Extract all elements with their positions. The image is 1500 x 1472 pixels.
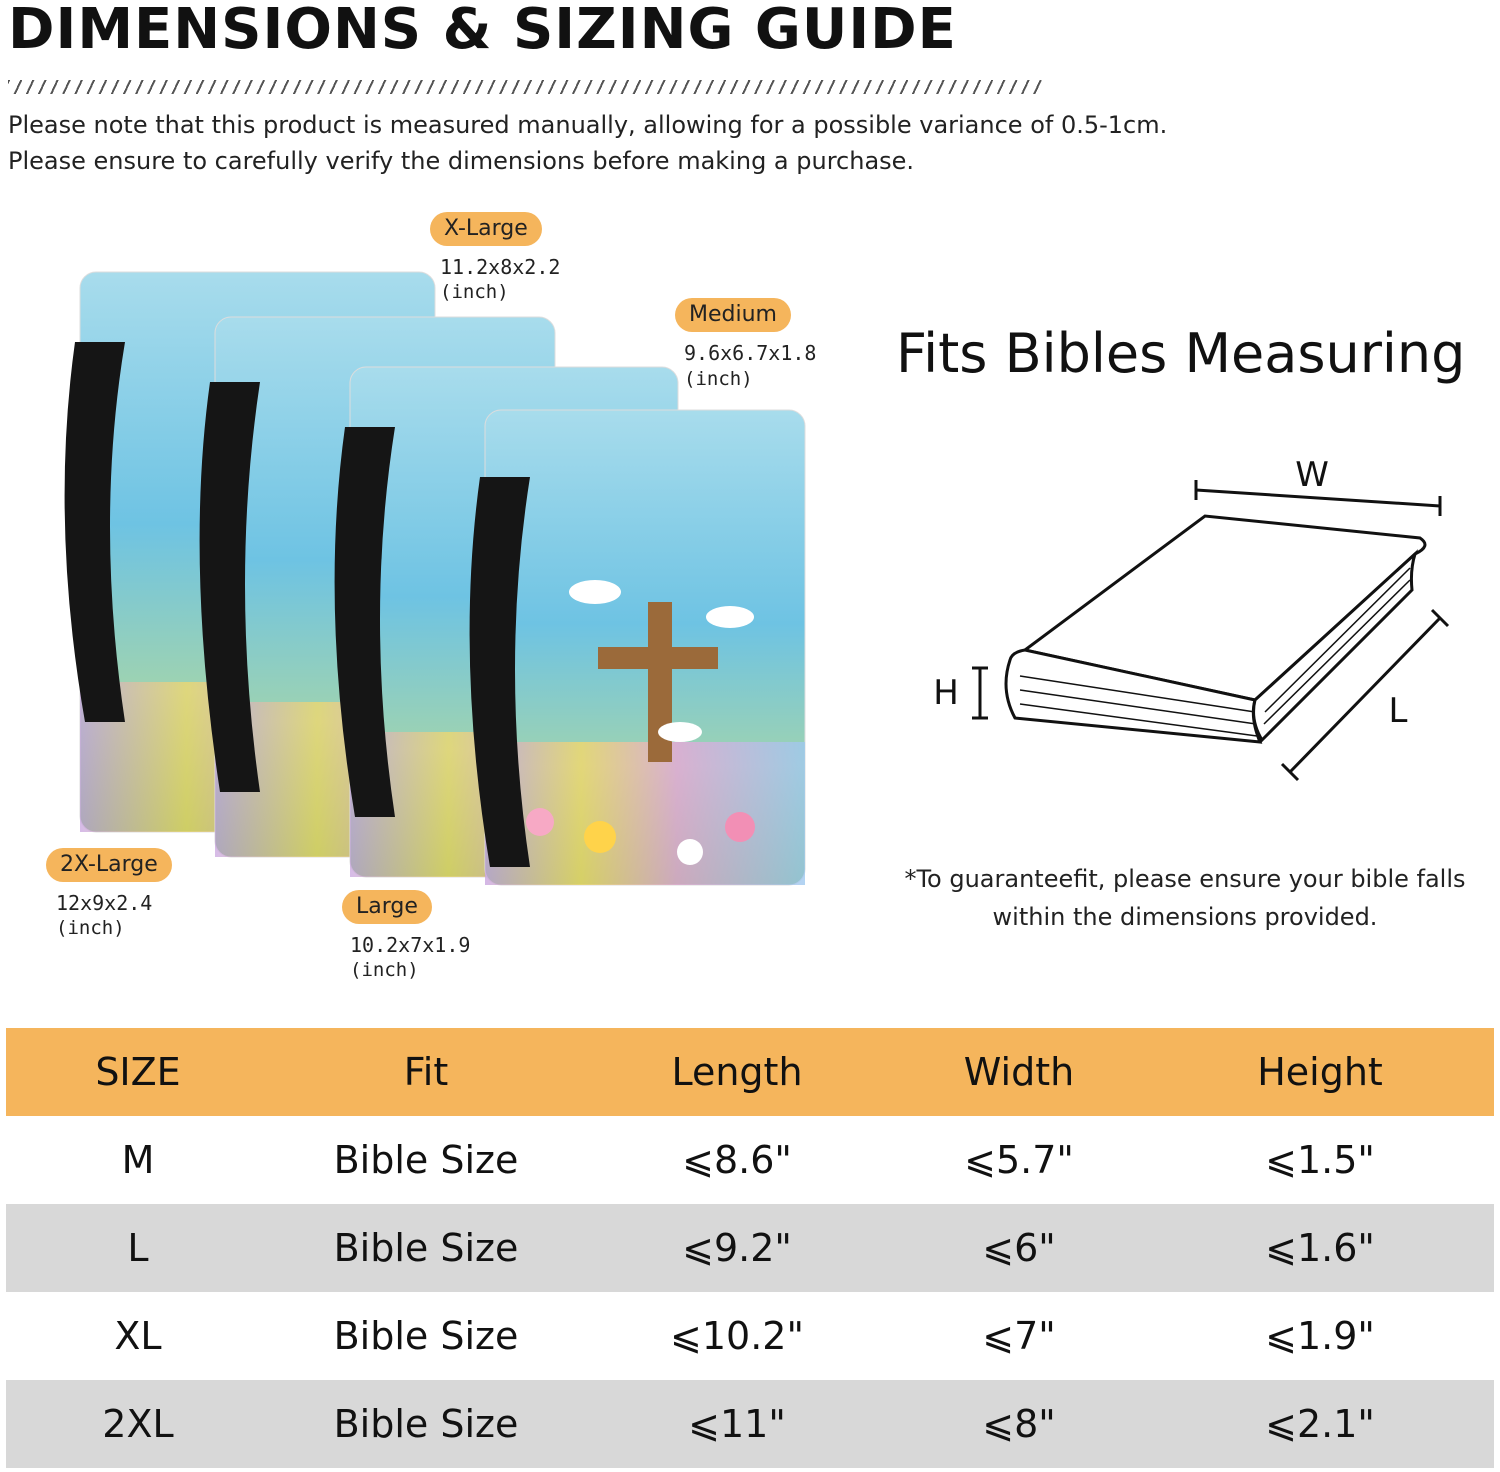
cell-size: L <box>127 1226 149 1270</box>
cell-height: ⩽1.9" <box>1265 1314 1375 1358</box>
cell-width: ⩽7" <box>982 1314 1056 1358</box>
table-row <box>6 1380 1494 1468</box>
size-table <box>6 1028 1494 1468</box>
cell-size: M <box>121 1138 155 1182</box>
table-row <box>6 1116 1494 1204</box>
badge-medium: Medium <box>675 298 791 332</box>
unit-x-large: (inch) <box>440 281 509 303</box>
cell-length: ⩽8.6" <box>682 1138 792 1182</box>
w-label: W <box>1295 455 1329 495</box>
cell-length: ⩽10.2" <box>670 1314 804 1358</box>
dims-2x-large: 12x9x2.4 <box>56 891 153 915</box>
unit-medium: (inch) <box>684 368 753 390</box>
cell-height: ⩽1.5" <box>1265 1138 1375 1182</box>
header-height: Height <box>1257 1050 1383 1094</box>
table-row <box>6 1292 1494 1380</box>
badge-2x-large: 2X-Large <box>46 848 172 882</box>
header-length: Length <box>671 1050 803 1094</box>
cover-medium <box>470 410 805 885</box>
guarantee-note <box>880 860 1490 936</box>
unit-2x-large: (inch) <box>56 917 125 939</box>
header-fit: Fit <box>403 1050 449 1094</box>
dims-x-large: 11.2x8x2.2 <box>440 255 561 279</box>
cell-width: ⩽6" <box>982 1226 1056 1270</box>
header-width: Width <box>963 1050 1075 1094</box>
cell-fit: Bible Size <box>333 1314 519 1358</box>
guarantee-line-2: within the dimensions provided. <box>992 903 1378 931</box>
guarantee-line-1: *To guaranteefit, please ensure your bible falls <box>904 865 1466 893</box>
page-title: DIMENSIONS & SIZING GUIDE <box>8 0 957 62</box>
l-label: L <box>1388 691 1408 731</box>
cell-length: ⩽11" <box>688 1402 786 1446</box>
cell-width: ⩽8" <box>982 1402 1056 1446</box>
unit-large: (inch) <box>350 959 419 981</box>
cell-height: ⩽1.6" <box>1265 1226 1375 1270</box>
cell-length: ⩽9.2" <box>682 1226 792 1270</box>
cell-height: ⩽2.1" <box>1265 1402 1375 1446</box>
cell-size: 2XL <box>102 1402 174 1446</box>
dims-large: 10.2x7x1.9 <box>350 933 471 957</box>
cell-size: XL <box>114 1314 162 1358</box>
cell-width: ⩽5.7" <box>964 1138 1074 1182</box>
verify-note: Please ensure to carefully verify the dimensions before making a purchase. <box>8 147 915 175</box>
measurement-note: Please note that this product is measured manually, allowing for a possible variance of 0.5-1cm. <box>8 111 1168 139</box>
badge-x-large: X-Large <box>430 212 542 246</box>
table-header <box>6 1028 1494 1116</box>
cell-fit: Bible Size <box>333 1138 519 1182</box>
bible-measure-diagram <box>920 450 1480 790</box>
dims-medium: 9.6x6.7x1.8 <box>684 341 817 365</box>
fits-heading: Fits Bibles Measuring <box>896 322 1466 385</box>
h-label: H <box>933 673 959 713</box>
table-row <box>6 1204 1494 1292</box>
cell-fit: Bible Size <box>333 1402 519 1446</box>
cell-fit: Bible Size <box>333 1226 519 1270</box>
hatch-divider <box>8 80 1044 94</box>
badge-large: Large <box>342 890 432 924</box>
header-size: SIZE <box>95 1050 181 1094</box>
